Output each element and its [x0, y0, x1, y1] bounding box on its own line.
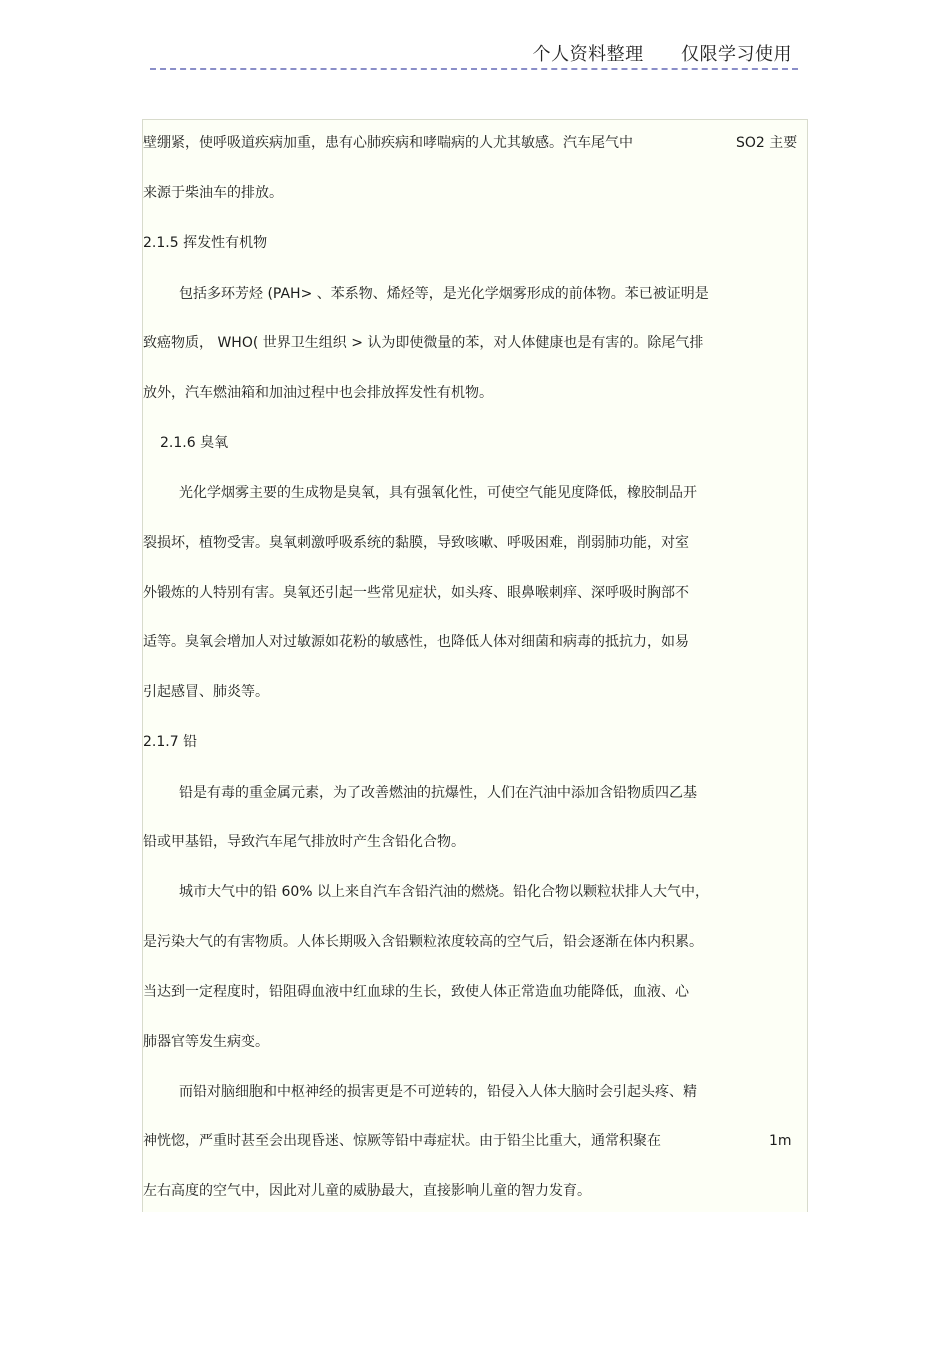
paragraph-line: 致癌物质， WHO( 世界卫生组织 > 认为即使微量的苯，对人体健康也是有害的。除尾气排: [143, 335, 704, 351]
paragraph-line: 裂损坏，植物受害。臭氧刺激呼吸系统的黏膜，导致咳嗽、呼吸困难，削弱肺功能，对室: [143, 535, 689, 551]
document-body: [142, 119, 808, 1212]
paragraph-line: 包括多环芳烃 (PAH> 、苯系物、烯烃等，是光化学烟雾形成的前体物。苯已被证明是: [179, 286, 709, 302]
paragraph-line: 放外，汽车燃油箱和加油过程中也会排放挥发性有机物。: [143, 385, 493, 401]
paragraph-line-tail: SO2 主要: [736, 135, 798, 151]
paragraph-line: 而铅对脑细胞和中枢神经的损害更是不可逆转的，铅侵入人体大脑时会引起头疼、精: [179, 1084, 697, 1100]
paragraph-line: 左右高度的空气中，因此对儿童的威胁最大，直接影响儿童的智力发育。: [143, 1183, 591, 1199]
paragraph-line: 城市大气中的铅 60% 以上来自汽车含铅汽油的燃烧。铅化合物以颗粒状排人大气中，: [179, 884, 710, 900]
paragraph-line: 铅或甲基铅，导致汽车尾气排放时产生含铅化合物。: [143, 834, 465, 850]
paragraph-line: 铅是有毒的重金属元素，为了改善燃油的抗爆性，人们在汽油中添加含铅物质四乙基: [179, 785, 697, 801]
paragraph-line: 肺器官等发生病变。: [143, 1034, 269, 1050]
paragraph-line: 引起感冒、肺炎等。: [143, 684, 269, 700]
section-heading-2-1-7: 2.1.7 铅: [143, 734, 198, 750]
paragraph-line: 外锻炼的人特别有害。臭氧还引起一些常见症状，如头疼、眼鼻喉刺痒、深呼吸时胸部不: [143, 585, 689, 601]
page-header: [150, 38, 798, 70]
paragraph-line: 壁绷紧，使呼吸道疾病加重，患有心肺疾病和哮喘病的人尤其敏感。汽车尾气中: [143, 135, 633, 151]
paragraph-line: 神恍惚，严重时甚至会出现昏迷、惊厥等铅中毒症状。由于铅尘比重大，通常积聚在: [143, 1133, 661, 1149]
paragraph-line: 适等。臭氧会增加人对过敏源如花粉的敏感性，也降低人体对细菌和病毒的抵抗力，如易: [143, 634, 689, 650]
section-heading-2-1-6: 2.1.6 臭氧: [160, 435, 229, 451]
paragraph-line-tail: 1m: [769, 1133, 792, 1149]
paragraph-line: 当达到一定程度时，铅阻碍血液中红血球的生长，致使人体正常造血功能降低，血液、心: [143, 984, 689, 1000]
header-text: 个人资料整理 仅限学习使用: [532, 44, 792, 65]
paragraph-line: 光化学烟雾主要的生成物是臭氧，具有强氧化性，可使空气能见度降低，橡胶制品开: [179, 485, 697, 501]
paragraph-line: 是污染大气的有害物质。人体长期吸入含铅颗粒浓度较高的空气后，铅会逐渐在体内积累。: [143, 934, 703, 950]
paragraph-line: 来源于柴油车的排放。: [143, 185, 283, 201]
section-heading-2-1-5: 2.1.5 挥发性有机物: [143, 235, 268, 251]
